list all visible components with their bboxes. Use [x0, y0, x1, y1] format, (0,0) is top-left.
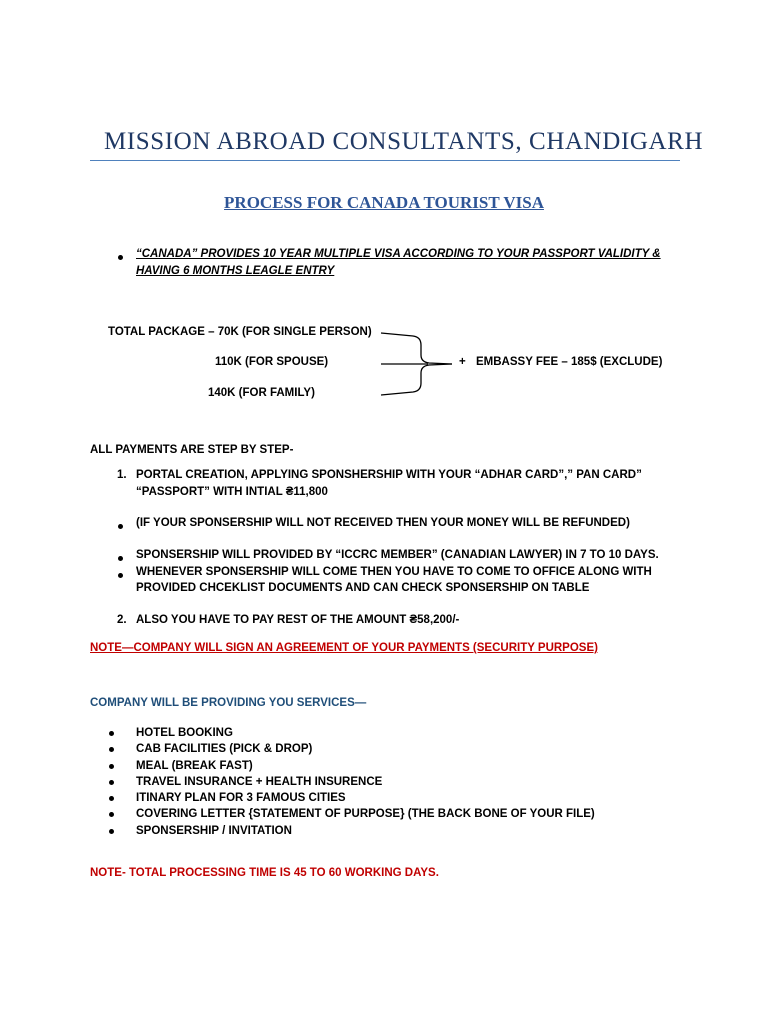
bullet-icon: [109, 747, 114, 752]
bullet-icon: [109, 812, 114, 817]
step-1-number: 1.: [117, 469, 127, 481]
list-item: TRAVEL INSURANCE + HEALTH INSURENCE: [136, 774, 595, 790]
bullet-icon: [109, 796, 114, 801]
step-2-number: 2.: [117, 614, 127, 626]
refund-note: (IF YOUR SPONSERSHIP WILL NOT RECEIVED THEN YOUR MONEY WILL BE REFUNDED): [136, 517, 630, 529]
iccrc-text-b: “ICCRC MEMBER: [335, 549, 432, 561]
payments-heading: ALL PAYMENTS ARE STEP BY STEP-: [90, 444, 294, 456]
company-title: MISSION ABROAD CONSULTANTS, CHANDIGARH: [104, 128, 704, 155]
step-1-text-b: ADHAR CARD”,” PAN CARD”: [480, 469, 642, 481]
list-item: MEAL (BREAK FAST): [136, 758, 595, 774]
bullet-icon: [118, 573, 123, 578]
step-1-text-a: PORTAL CREATION, APPLYING SPONSHERSHIP WITH YOUR “: [136, 469, 481, 481]
services-list: [136, 725, 595, 839]
plus-sign: +: [459, 356, 466, 368]
services-heading: COMPANY WILL BE PROVIDING YOU SERVICES—: [90, 697, 367, 709]
process-title: PROCESS FOR CANADA TOURIST VISA: [224, 193, 544, 212]
list-item: CAB FACILITIES (PICK & DROP): [136, 741, 595, 757]
intro-line-1: “CANADA” PROVIDES 10 YEAR MULTIPLE VISA ACCORDING TO YOUR PASSPORT VALIDITY &: [136, 248, 661, 260]
bullet-icon: [109, 780, 114, 785]
iccrc-line: [136, 549, 659, 561]
intro-line-2: HAVING 6 MONTHS LEAGLE ENTRY: [136, 265, 335, 277]
iccrc-text-a: SPONSERSHIP WILL PROVIDED BY: [136, 549, 336, 561]
package-family: 140K (FOR FAMILY): [208, 387, 315, 399]
bullet-icon: [109, 731, 114, 736]
list-item: HOTEL BOOKING: [136, 725, 595, 741]
iccrc-text-c: ” (CANADIAN LAWYER) IN 7 TO 10 DAYS.: [431, 549, 659, 561]
embassy-fee: EMBASSY FEE – 185$ (EXCLUDE): [476, 356, 663, 368]
step-1-line-1: [136, 469, 642, 481]
step-2-text: ALSO YOU HAVE TO PAY REST OF THE AMOUNT ₴58,200/-: [136, 614, 460, 626]
office-line-1: WHENEVER SPONSERSHIP WILL COME THEN YOU HAVE TO COME TO OFFICE ALONG WITH: [136, 566, 652, 578]
package-single: TOTAL PACKAGE – 70K (FOR SINGLE PERSON): [108, 326, 372, 338]
list-item: ITINARY PLAN FOR 3 FAMOUS CITIES: [136, 790, 595, 806]
bullet-icon: [109, 764, 114, 769]
package-spouse: 110K (FOR SPOUSE): [215, 356, 329, 368]
bullet-icon: [109, 829, 114, 834]
list-item: COVERING LETTER {STATEMENT OF PURPOSE} (THE BACK BONE OF YOUR FILE): [136, 806, 595, 822]
office-line-2: PROVIDED CHCEKLIST DOCUMENTS AND CAN CHECK SPONSERSHIP ON TABLE: [136, 582, 590, 594]
title-divider: [90, 160, 680, 161]
step-1-line-2: “PASSPORT” WITH INTIAL ₴11,800: [136, 486, 328, 498]
note-agreement: NOTE—COMPANY WILL SIGN AN AGREEMENT OF YOUR PAYMENTS (SECURITY PURPOSE): [90, 642, 598, 654]
bullet-icon: [118, 556, 123, 561]
bullet-icon: [118, 255, 123, 260]
list-item: SPONSERSHIP / INVITATION: [136, 823, 595, 839]
bullet-icon: [118, 524, 123, 529]
note-processing-time: NOTE- TOTAL PROCESSING TIME IS 45 TO 60 WORKING DAYS.: [90, 867, 439, 879]
